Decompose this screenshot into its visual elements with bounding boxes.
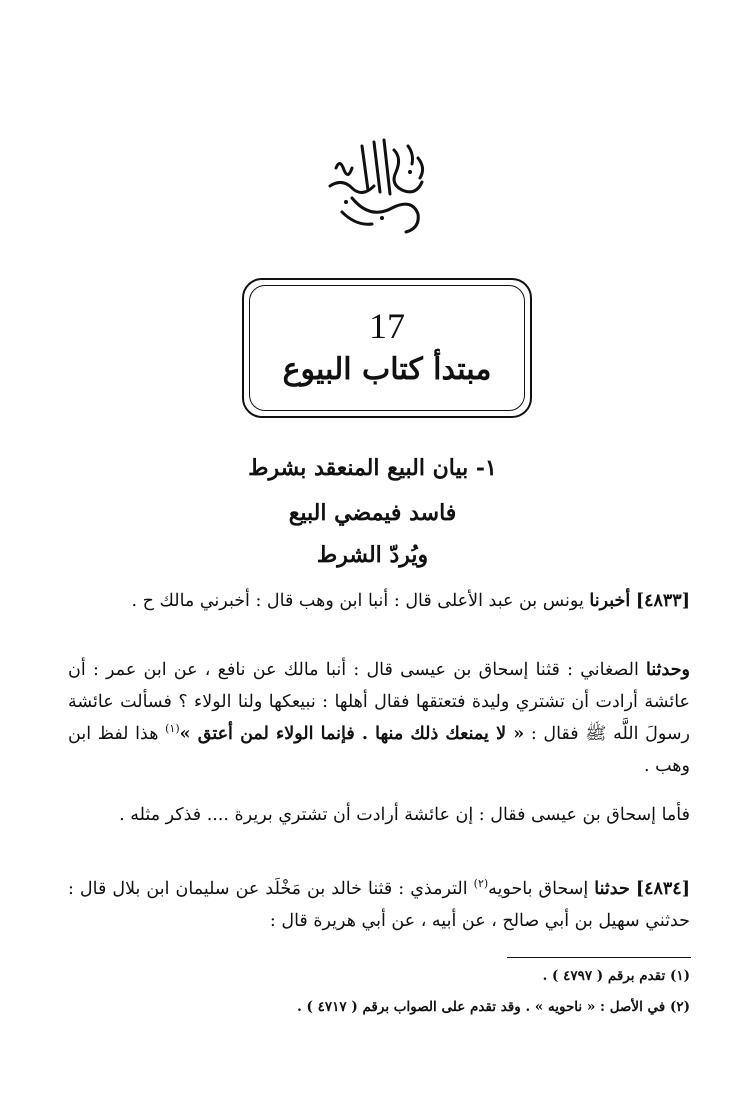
transmission-term: حدثنا — [594, 879, 630, 899]
footnote-2: (٢) في الأصل : « ناحويه » . وقد تقدم على الصواب برقم ( ٤٧١٧ ) . — [297, 999, 690, 1015]
footnote-1: (١) تقدم برقم ( ٤٧٩٧ ) . — [542, 968, 690, 984]
hadith-number: [٤٨٣٤] — [635, 879, 690, 899]
section-heading-line-3: ويُردّ الشرط — [316, 542, 429, 568]
hadith-paragraph-variant — [68, 799, 690, 831]
chapter-number: 17 — [369, 306, 405, 346]
transmission-term: وحدثنا — [646, 660, 690, 680]
hadith-paragraph-chain-2 — [68, 654, 690, 782]
paragraph-text: يونس بن عبد الأعلى قال : أنبا ابن وهب قال : أخبرني مالك ح . — [131, 591, 584, 611]
paragraph-text: فأما إسحاق بن عيسى فقال : إن عائشة أرادت أن تشتري بريرة .... فذكر مثله . — [119, 805, 690, 825]
paragraph-text: إسحاق باحويه — [488, 879, 589, 899]
hadith-number: [٤٨٣٣] — [635, 591, 690, 611]
paragraph-text: الترمذي : قثنا خالد بن مَخْلَد عن سليمان ابن بلال قال : حدثني سهيل بن أبي صالح ، عن أبيه ، عن أبي هريرة قال : — [68, 879, 690, 931]
footnote-ref-2[interactable]: (٢) — [473, 877, 489, 891]
section-heading-line-2: فاسد فيمضي البيع — [288, 500, 457, 526]
chapter-title: مبتدأ كتاب البيوع — [282, 352, 492, 387]
section-heading-line-1: ١- بيان البيع المنعقد بشرط — [248, 455, 497, 481]
footnote-divider — [507, 957, 691, 958]
prophetic-quote: « لا يمنعك ذلك منها . فإنما الولاء لمن أعتق » — [179, 724, 525, 744]
chapter-frame — [242, 278, 532, 418]
transmission-term: أخبرنا — [589, 591, 631, 611]
paragraph-text: الصغاني : قثنا إسحاق بن عيسى قال : أنبا مالك عن نافع ، عن ابن عمر : أن عائشة أرادت أن تشتري وليدة فتعتقها فقال أهلها : نبيعكها ولنا الولاء ؟ فسألت عائشة رسولَ اللَّه ﷺ فقال : — [68, 660, 690, 744]
paragraph-text: هذا لفظ ابن وهب . — [68, 724, 690, 776]
basmala-calligraphy — [322, 128, 432, 238]
calligraphy-ornament-icon — [322, 128, 432, 238]
chapter-frame-inner — [249, 285, 525, 411]
hadith-paragraph-4833 — [68, 585, 690, 617]
hadith-paragraph-4834 — [68, 873, 690, 937]
footnote-ref-1[interactable]: (١) — [165, 722, 180, 736]
